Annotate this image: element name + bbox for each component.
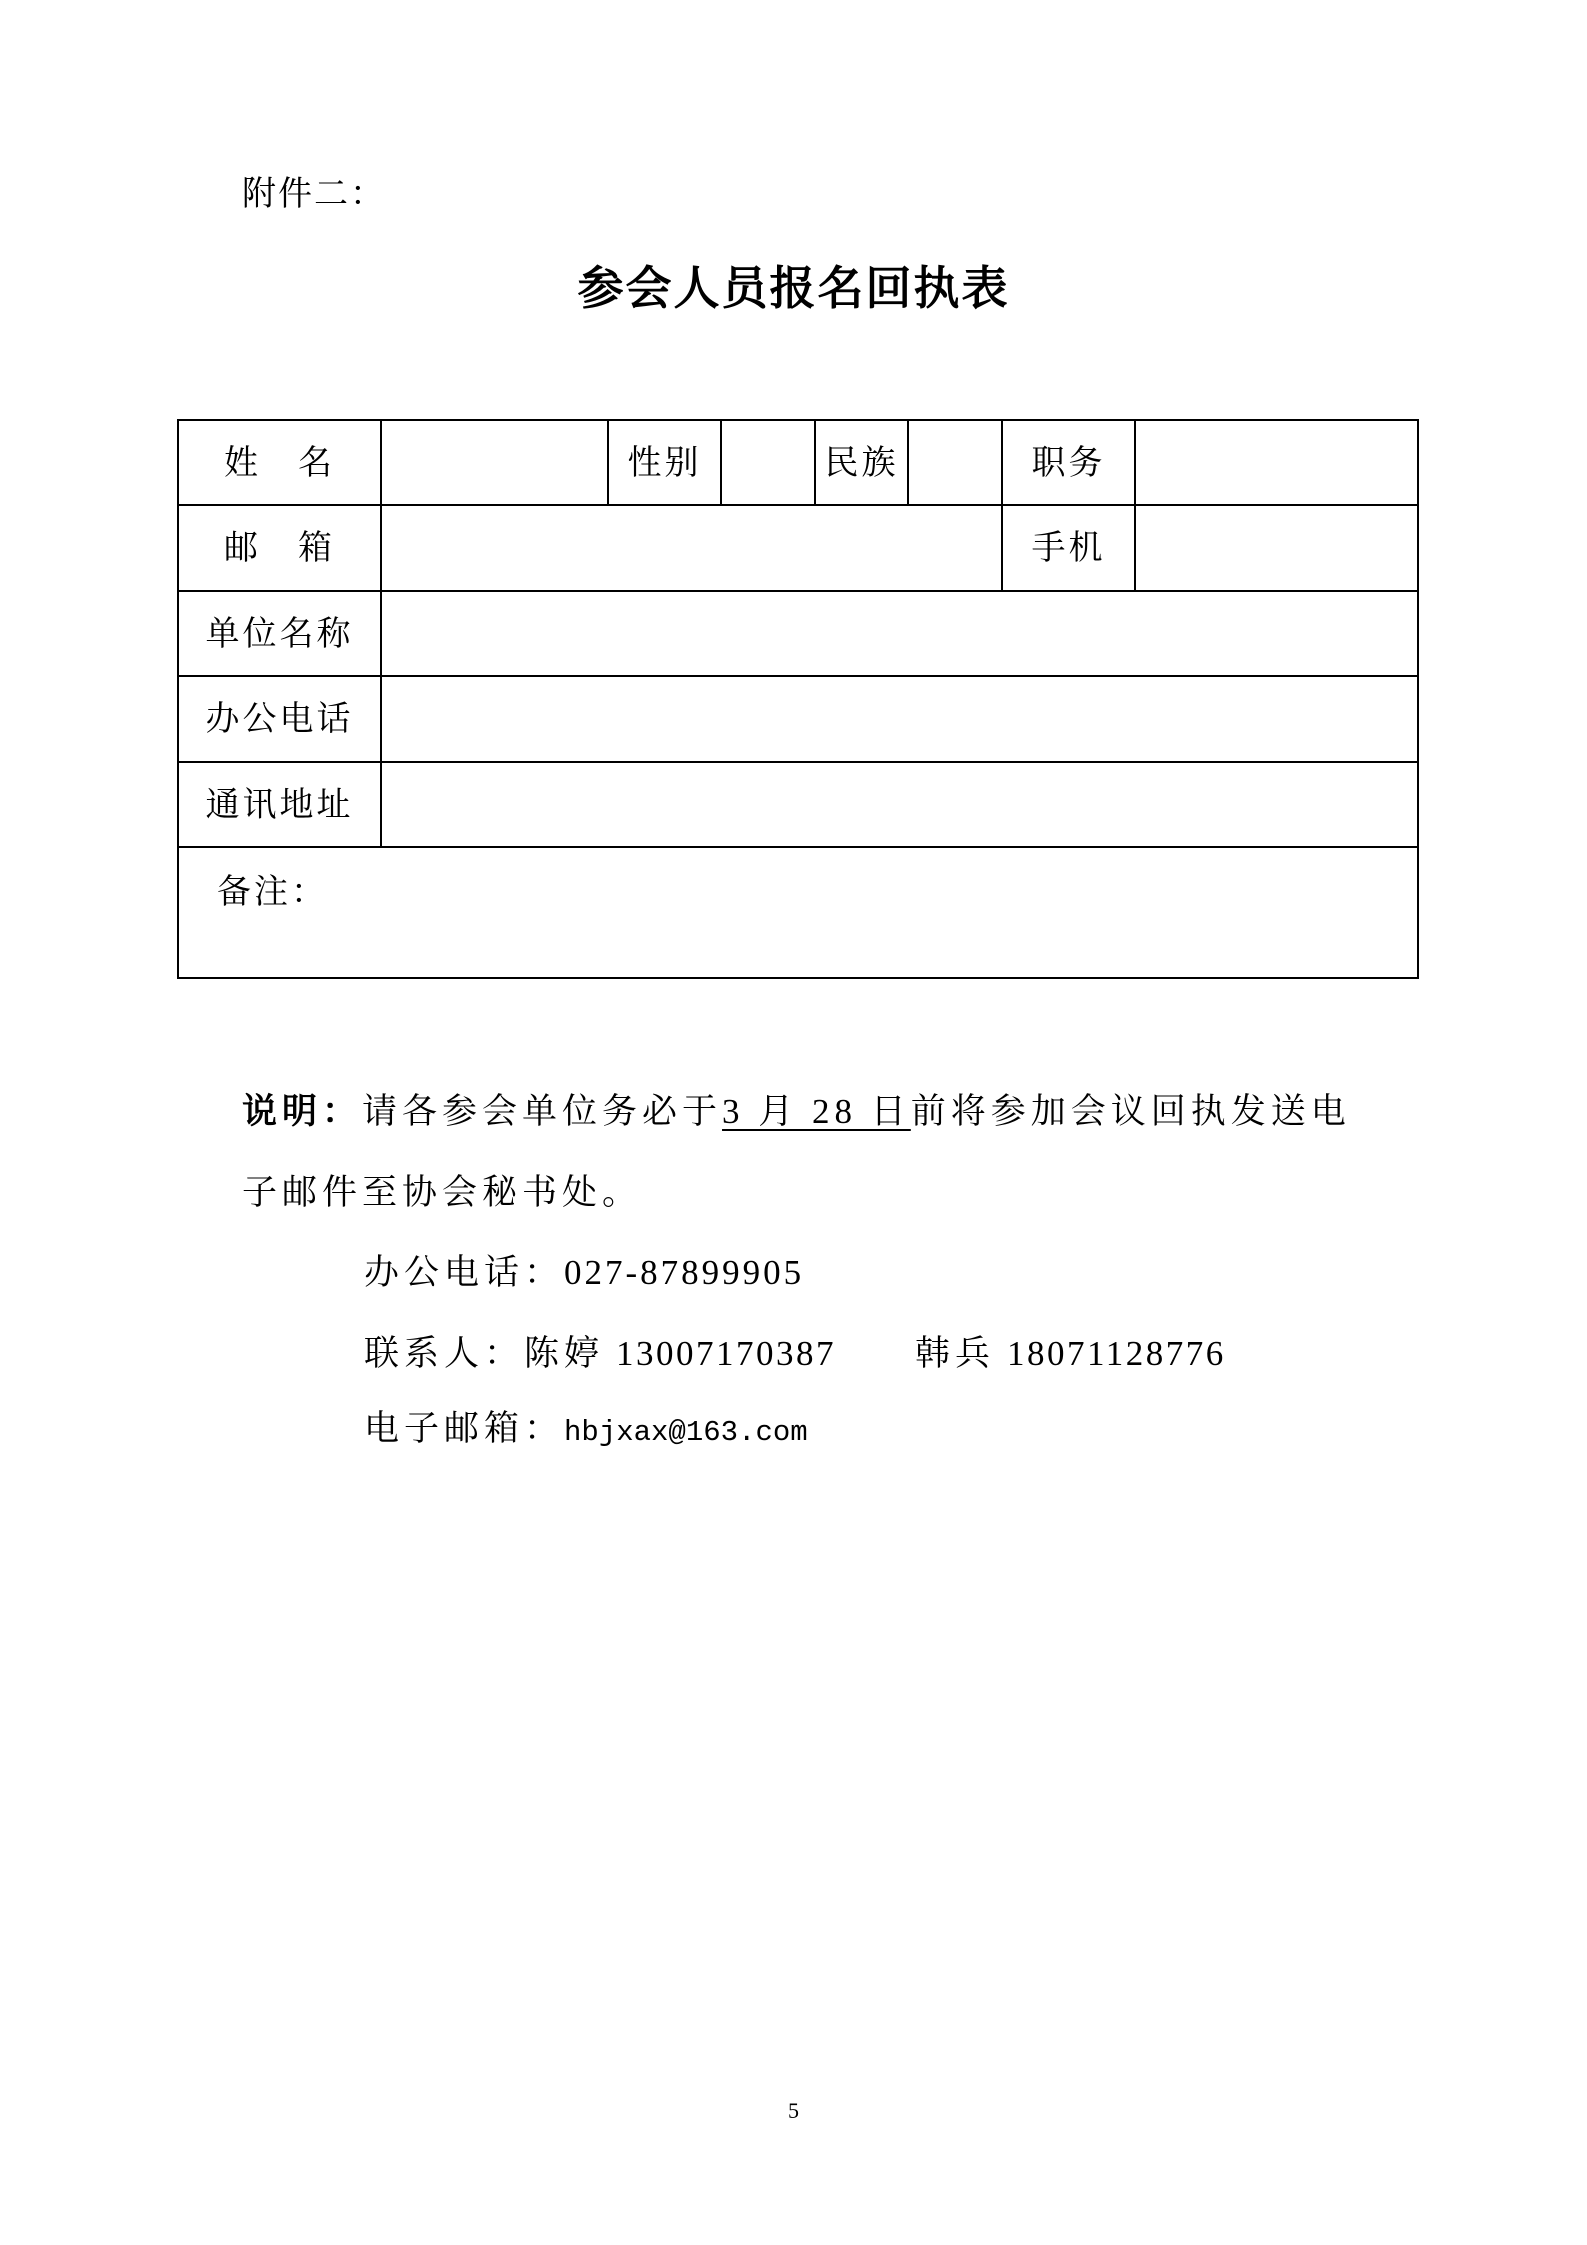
page-number: 5	[788, 2098, 799, 2123]
note-line-2: 子邮件至协会秘书处。	[242, 1173, 643, 1213]
ethnicity-value-cell	[908, 420, 1002, 505]
form-row-address	[178, 762, 1418, 847]
organization-value-cell	[381, 591, 1418, 676]
email-value-cell	[381, 505, 1002, 591]
contact-person-2	[915, 1329, 1226, 1379]
email-address: hbjxax@163.com	[564, 1416, 808, 1449]
office-phone-text-label: 办公电话：	[364, 1253, 565, 1293]
name-value-cell	[381, 420, 608, 505]
note-label: 说明：	[242, 1091, 363, 1132]
name-label: 姓 名	[178, 420, 381, 505]
organization-label: 单位名称	[178, 591, 381, 676]
position-value-cell	[1135, 420, 1418, 505]
contacts-label: 联系人：	[364, 1334, 525, 1374]
gender-label: 性别	[608, 420, 721, 505]
ethnicity-label: 民族	[815, 420, 908, 505]
office-phone-line	[364, 1248, 804, 1298]
email-text-label: 电子邮箱：	[364, 1409, 565, 1449]
contacts-line	[364, 1329, 1226, 1379]
page-title: 参会人员报名回执表	[577, 261, 1010, 315]
remarks-cell	[178, 847, 1418, 978]
mobile-label: 手机	[1002, 505, 1135, 591]
form-row-basic-info	[178, 420, 1418, 505]
contact-name: 韩兵	[915, 1334, 996, 1374]
note-deadline: 3 月 28 日	[722, 1092, 911, 1131]
gender-value-cell	[721, 420, 815, 505]
contact-name: 陈婷	[524, 1334, 605, 1374]
note-text-before: 请各参会单位务必于	[362, 1092, 723, 1132]
note-line-1	[242, 1087, 1351, 1137]
attachment-label: 附件二：	[242, 174, 386, 214]
contact-phone: 13007170387	[616, 1334, 837, 1373]
address-label: 通讯地址	[178, 762, 381, 847]
note-text-after: 前将参加会议回执发送电	[910, 1092, 1351, 1132]
address-value-cell	[381, 762, 1418, 847]
remarks-label: 备注：	[217, 872, 328, 912]
office-phone-number: 027-87899905	[564, 1253, 805, 1292]
email-line	[364, 1404, 808, 1458]
office-phone-label: 办公电话	[178, 676, 381, 762]
form-row-organization	[178, 591, 1418, 676]
position-label: 职务	[1002, 420, 1135, 505]
form-row-email-mobile	[178, 505, 1418, 591]
mobile-value-cell	[1135, 505, 1418, 591]
email-label: 邮 箱	[178, 505, 381, 591]
form-row-office-phone	[178, 676, 1418, 762]
form-row-remarks	[178, 847, 1418, 978]
contact-phone: 18071128776	[1007, 1334, 1226, 1373]
office-phone-value-cell	[381, 676, 1418, 762]
registration-form-table	[177, 419, 1419, 979]
